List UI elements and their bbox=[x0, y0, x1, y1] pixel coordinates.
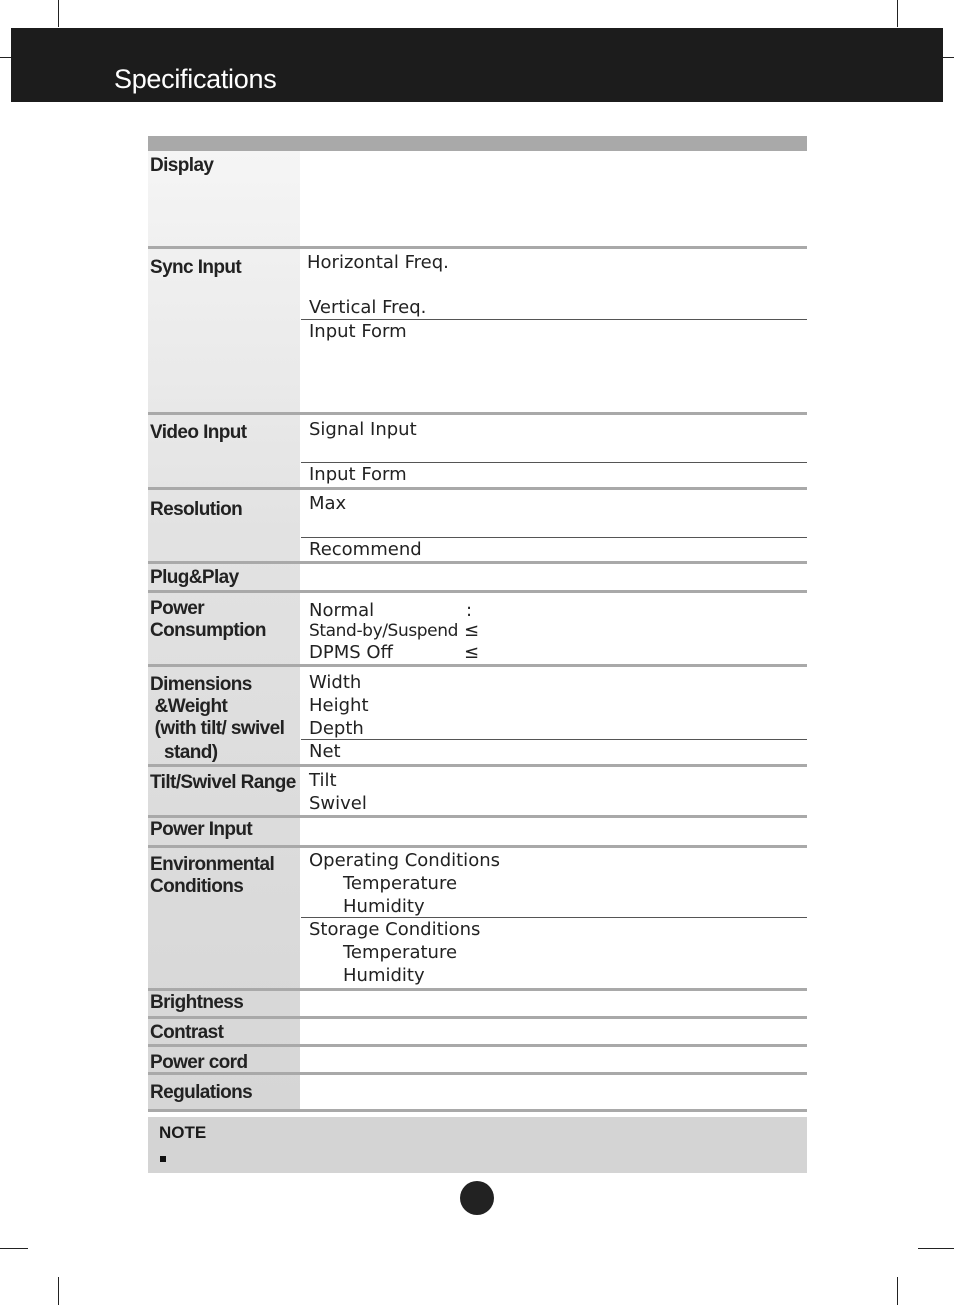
tilt-label: Tilt bbox=[309, 770, 337, 791]
width-label: Width bbox=[309, 672, 362, 693]
row-label-power-input: Power Input bbox=[150, 819, 253, 840]
row-label-power-consumption-1: Power bbox=[150, 598, 205, 619]
operating-humidity-label: Humidity bbox=[343, 896, 425, 917]
row-divider bbox=[148, 764, 807, 767]
crop-mark bbox=[897, 1277, 898, 1305]
row-label-sync-input: Sync Input bbox=[150, 257, 242, 278]
row-divider bbox=[148, 815, 807, 818]
row-label-environmental-2: Conditions bbox=[150, 876, 244, 897]
sub-row-divider bbox=[301, 462, 807, 463]
dpms-off-power-label: DPMS Off bbox=[309, 642, 393, 663]
page-title: Specifications bbox=[114, 64, 277, 94]
horizontal-freq-label: Horizontal Freq. bbox=[307, 252, 449, 273]
standby-power-symbol: ≤ bbox=[464, 620, 480, 641]
row-label-power-consumption-2: Consumption bbox=[150, 620, 266, 641]
row-divider bbox=[148, 845, 807, 848]
row-divider bbox=[148, 664, 807, 667]
sub-row-divider bbox=[301, 319, 807, 320]
row-label-dimensions-4: stand) bbox=[150, 742, 218, 763]
storage-humidity-label: Humidity bbox=[343, 965, 425, 986]
row-label-tilt-swivel: Tilt/Swivel Range bbox=[150, 772, 296, 793]
storage-temperature-label: Temperature bbox=[343, 942, 458, 963]
crop-mark bbox=[58, 1277, 59, 1305]
net-weight-label: Net bbox=[309, 741, 341, 762]
row-divider bbox=[148, 561, 807, 564]
crop-mark bbox=[897, 0, 898, 27]
dpms-off-power-symbol: ≤ bbox=[464, 642, 480, 663]
signal-input-label: Signal Input bbox=[309, 419, 417, 440]
sync-input-form-label: Input Form bbox=[309, 321, 407, 342]
table-header-band bbox=[148, 136, 807, 151]
note-title: NOTE bbox=[159, 1123, 207, 1142]
crop-mark bbox=[943, 57, 954, 58]
row-label-plug-play: Plug&Play bbox=[150, 567, 239, 588]
normal-power-colon: : bbox=[466, 600, 473, 621]
max-resolution-label: Max bbox=[309, 493, 347, 514]
video-input-form-label: Input Form bbox=[309, 464, 407, 485]
row-divider bbox=[148, 988, 807, 991]
row-label-resolution: Resolution bbox=[150, 499, 243, 520]
vertical-freq-label: Vertical Freq. bbox=[309, 297, 427, 318]
row-divider bbox=[148, 1044, 807, 1047]
row-label-dimensions-3: (with tilt/ swivel bbox=[150, 718, 285, 739]
depth-label: Depth bbox=[309, 718, 364, 739]
row-divider bbox=[148, 1016, 807, 1019]
row-divider bbox=[148, 487, 807, 490]
sub-row-divider bbox=[301, 537, 807, 538]
row-divider bbox=[148, 590, 807, 593]
note-box bbox=[148, 1117, 807, 1173]
swivel-label: Swivel bbox=[309, 793, 367, 814]
row-label-power-cord: Power cord bbox=[150, 1052, 248, 1073]
row-label-contrast: Contrast bbox=[150, 1022, 224, 1043]
row-divider bbox=[148, 246, 807, 249]
sub-row-divider bbox=[301, 739, 807, 740]
page-number-marker bbox=[460, 1181, 494, 1215]
row-label-dimensions-1: Dimensions bbox=[150, 674, 252, 695]
row-label-brightness: Brightness bbox=[150, 992, 244, 1013]
operating-temperature-label: Temperature bbox=[343, 873, 458, 894]
storage-conditions-label: Storage Conditions bbox=[309, 919, 481, 940]
note-bullet-icon bbox=[160, 1156, 166, 1162]
row-label-regulations: Regulations bbox=[150, 1082, 253, 1103]
height-label: Height bbox=[309, 695, 369, 716]
normal-power-label: Normal bbox=[309, 600, 375, 621]
operating-conditions-label: Operating Conditions bbox=[309, 850, 500, 871]
row-label-dimensions-2: &Weight bbox=[150, 696, 228, 717]
standby-power-label: Stand-by/Suspend bbox=[309, 621, 458, 641]
row-label-environmental-1: Environmental bbox=[150, 854, 275, 875]
row-label-video-input: Video Input bbox=[150, 422, 247, 443]
recommend-resolution-label: Recommend bbox=[309, 539, 422, 560]
row-label-display: Display bbox=[150, 155, 214, 176]
row-divider bbox=[148, 412, 807, 415]
crop-mark bbox=[0, 1248, 28, 1249]
crop-mark bbox=[918, 1248, 954, 1249]
crop-mark bbox=[0, 57, 11, 58]
crop-mark bbox=[58, 0, 59, 27]
row-divider bbox=[148, 1109, 807, 1112]
